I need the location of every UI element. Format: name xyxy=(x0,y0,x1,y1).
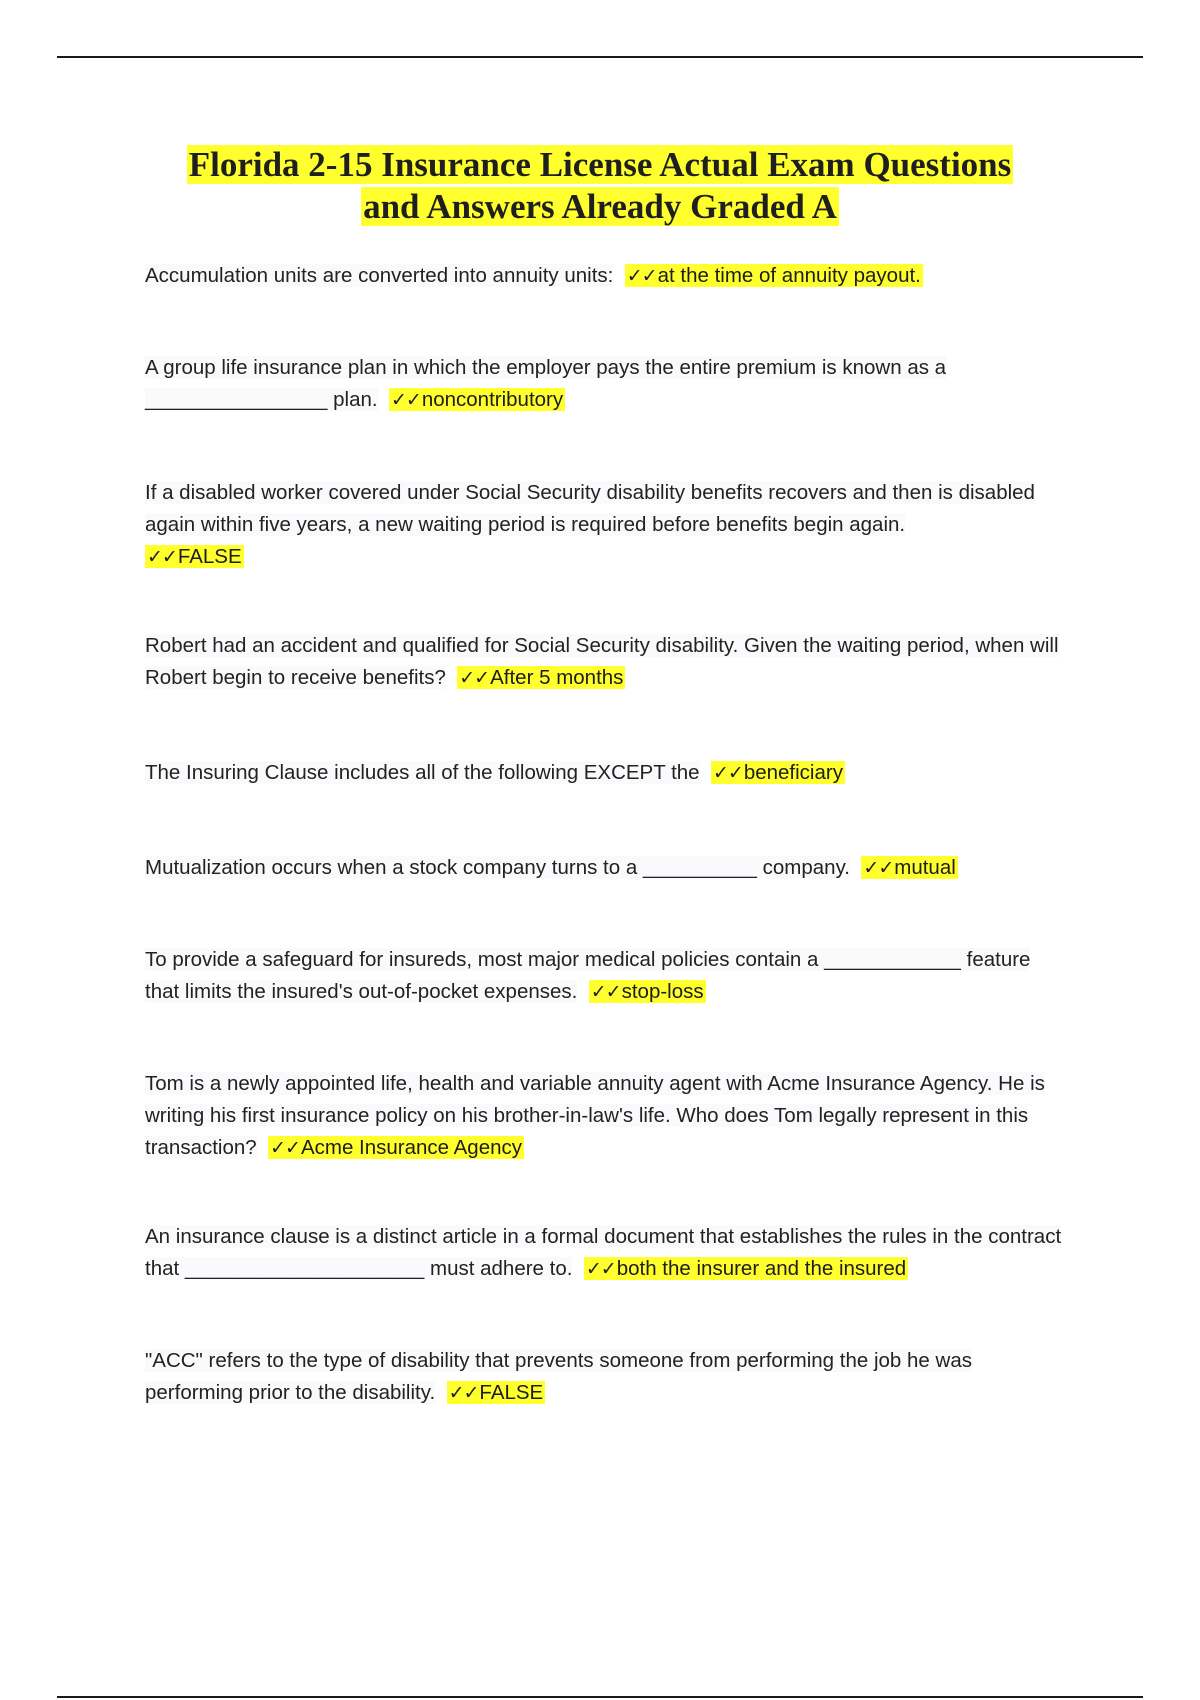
answer-text: mutual xyxy=(894,856,956,879)
answer-text: Acme Insurance Agency xyxy=(300,1136,523,1159)
double-check-icon: ✓✓ xyxy=(448,1382,479,1404)
question-text: Tom is a newly appointed life, health and variable annuity agent with Acme Insurance Agency. He is writing his first insurance policy on his brother-in-law's life. Who does Tom legally represent in this transaction? xyxy=(145,1072,1045,1159)
qa-item-8 xyxy=(145,1068,1070,1164)
qa-item-6 xyxy=(145,852,1070,884)
double-check-icon: ✓✓ xyxy=(863,857,894,879)
footer-rule xyxy=(57,1696,1143,1698)
qa-item-9 xyxy=(145,1221,1070,1285)
document-title xyxy=(100,144,1100,228)
question-text: Accumulation units are converted into annuity units: xyxy=(145,264,614,287)
answer-text: FALSE xyxy=(479,1381,544,1404)
answer-highlight xyxy=(589,980,706,1003)
answer-text: FALSE xyxy=(177,545,242,568)
question-text: An insurance clause is a distinct article in a formal document that establishes the rules in the contract that _____________________ must adhere to. xyxy=(145,1225,1062,1280)
qa-item-10 xyxy=(145,1345,1070,1409)
answer-text: at the time of annuity payout. xyxy=(657,264,921,287)
answer-text: beneficiary xyxy=(743,761,843,784)
answer-highlight xyxy=(268,1136,524,1159)
double-check-icon: ✓✓ xyxy=(390,389,421,411)
question-text: "ACC" refers to the type of disability that prevents someone from performing the job he was performing prior to the disability. xyxy=(145,1349,972,1404)
double-check-icon: ✓✓ xyxy=(590,981,621,1003)
answer-highlight xyxy=(389,388,565,411)
double-check-icon: ✓✓ xyxy=(459,667,490,689)
question-text: Robert had an accident and qualified for Social Security disability. Given the waiting period, when will Robert begin to receive benefits? xyxy=(145,634,1059,689)
answer-highlight xyxy=(711,761,845,784)
answer-highlight xyxy=(625,264,923,287)
qa-item-5 xyxy=(145,757,1070,789)
answer-highlight xyxy=(447,1381,546,1404)
qa-item-7 xyxy=(145,944,1070,1008)
title-line-2: and Answers Already Graded A xyxy=(363,187,837,226)
question-text: The Insuring Clause includes all of the following EXCEPT the xyxy=(145,761,700,784)
answer-text: After 5 months xyxy=(490,666,624,689)
double-check-icon: ✓✓ xyxy=(585,1258,616,1280)
answer-text: both the insurer and the insured xyxy=(616,1257,907,1280)
question-text: If a disabled worker covered under Social Security disability benefits recovers and then is disabled again within five years, a new waiting period is required before benefits begin again. xyxy=(145,481,1035,536)
title-line-1: Florida 2-15 Insurance License Actual Exam Questions xyxy=(188,145,1012,184)
answer-highlight xyxy=(861,856,957,879)
double-check-icon: ✓✓ xyxy=(147,546,177,568)
answer-text: stop-loss xyxy=(621,980,704,1003)
qa-item-3 xyxy=(145,477,1070,573)
answer-highlight xyxy=(145,545,244,568)
question-text: Mutualization occurs when a stock company turns to a __________ company. xyxy=(145,856,850,879)
question-text: A group life insurance plan in which the employer pays the entire premium is known as a ________________ plan. xyxy=(145,356,947,411)
question-text: To provide a safeguard for insureds, most major medical policies contain a ____________ feature that limits the insured's out-of-pocket expenses. xyxy=(145,948,1031,1003)
double-check-icon: ✓✓ xyxy=(626,265,657,287)
double-check-icon: ✓✓ xyxy=(712,762,743,784)
header-rule xyxy=(57,56,1143,58)
answer-highlight xyxy=(457,666,625,689)
qa-item-4 xyxy=(145,630,1070,694)
qa-item-2 xyxy=(145,352,1070,416)
answer-highlight xyxy=(584,1257,908,1280)
qa-item-1 xyxy=(145,260,1070,292)
double-check-icon: ✓✓ xyxy=(270,1137,300,1159)
answer-text: noncontributory xyxy=(421,388,564,411)
